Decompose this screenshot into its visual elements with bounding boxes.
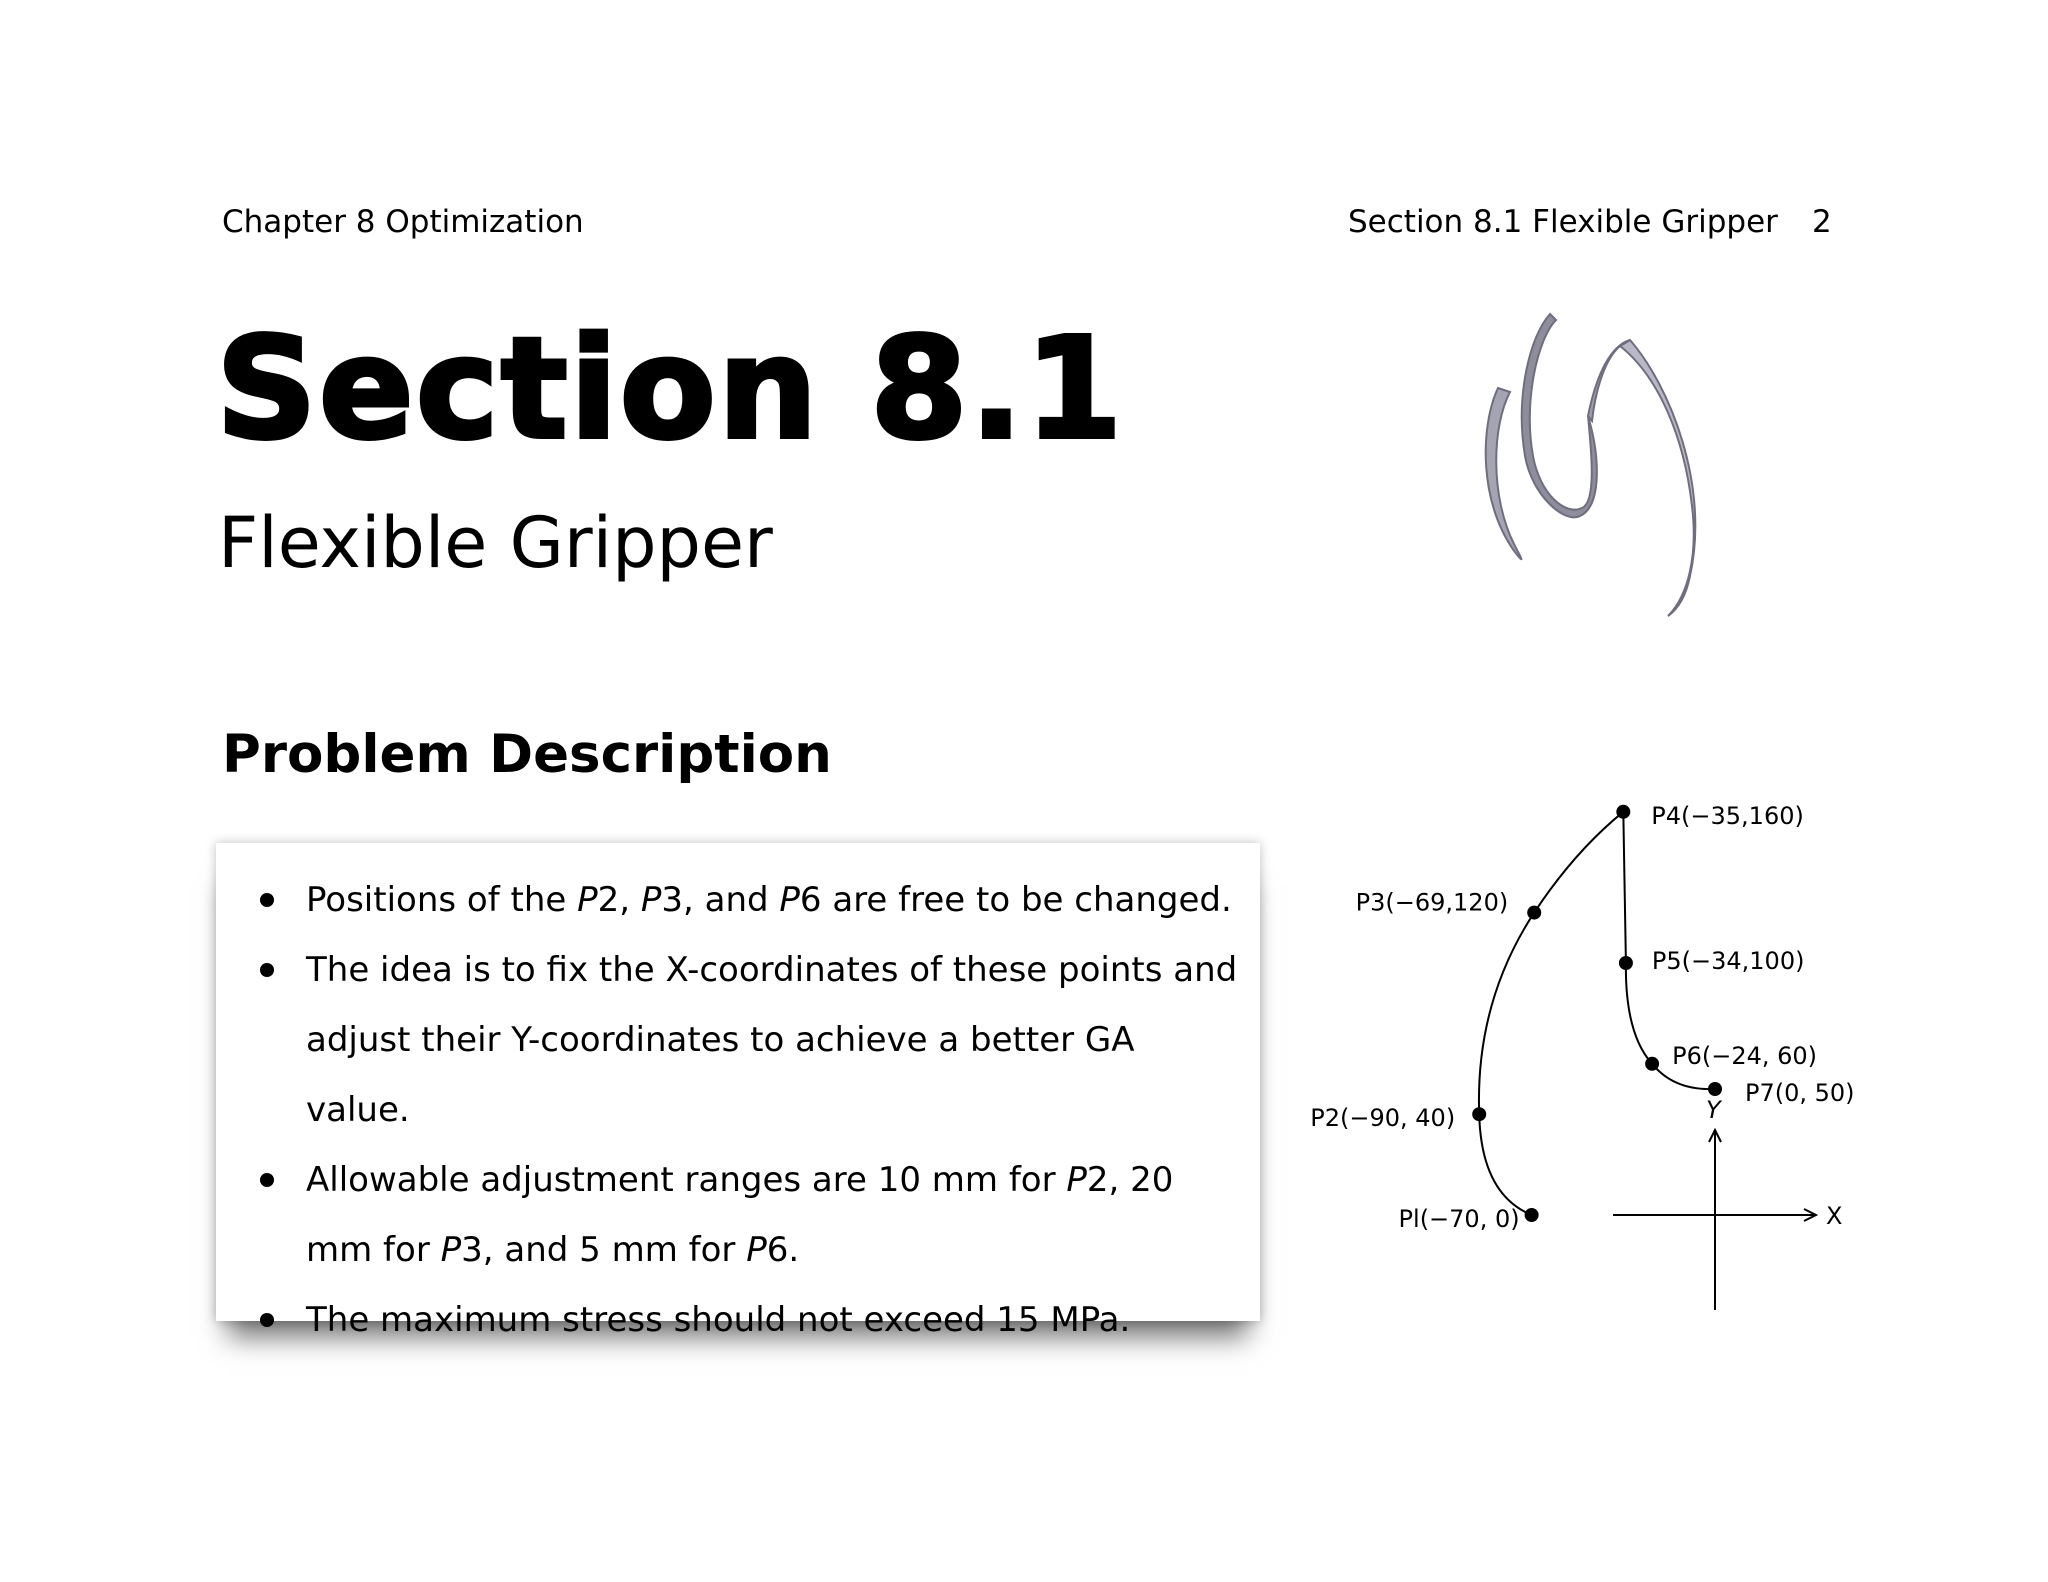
point-label-p1: Pl(−70, 0) xyxy=(1398,1205,1520,1233)
point-marker-p6 xyxy=(1645,1057,1659,1071)
bullet-text: 2, 20 mm for xyxy=(306,1160,1174,1270)
section-subtitle: Flexible Gripper xyxy=(218,502,773,584)
point-marker-p3 xyxy=(1527,906,1541,920)
bullet-text: 2, xyxy=(597,880,641,920)
point-marker-p2 xyxy=(1472,1107,1486,1121)
point-marker-p7 xyxy=(1708,1082,1722,1096)
point-marker-p1 xyxy=(1525,1208,1539,1222)
problem-heading: Problem Description xyxy=(222,724,832,785)
gripper-strip-back xyxy=(1522,314,1597,517)
point-label-p7: P7(0, 50) xyxy=(1745,1079,1855,1107)
point-label-p2: P2(−90, 40) xyxy=(1310,1104,1456,1133)
point-label-p6: P6(−24, 60) xyxy=(1672,1041,1818,1070)
gripper-strip-right xyxy=(1620,340,1695,616)
y-axis-label: Y xyxy=(1706,1096,1721,1124)
bullet-text: Positions of the xyxy=(306,880,578,920)
point-marker-p4 xyxy=(1616,805,1630,819)
bullet-text: 3, and xyxy=(661,880,780,920)
point-variable: P xyxy=(746,1230,767,1270)
bullet-item xyxy=(258,865,1238,935)
point-label-p5: P5(−34,100) xyxy=(1651,947,1805,975)
gripper-strip-inner xyxy=(1588,340,1630,421)
gripper-curves xyxy=(1479,812,1715,1215)
bullet-item xyxy=(258,1145,1238,1285)
bullet-text: 6 are free to be changed. xyxy=(799,880,1232,920)
outer-finger-curve xyxy=(1479,812,1623,1215)
point-marker-p5 xyxy=(1619,956,1633,970)
point-label-p3: P3(−69,120) xyxy=(1355,888,1509,917)
section-title: Section 8.1 xyxy=(216,308,1125,471)
page-number: 2 xyxy=(1812,204,1832,240)
point-variable: P xyxy=(640,880,662,920)
axes xyxy=(1613,1130,1816,1310)
gripper-points xyxy=(1310,802,1854,1233)
bullet-item xyxy=(258,1285,1238,1355)
point-variable: P xyxy=(779,880,800,920)
bullet-text: The idea is to fix the X-coordinates of these points and adjust their Y-coordinates to achieve a better GA value. xyxy=(306,950,1238,1130)
bullet-text: The maximum stress should not exceed 15 MPa. xyxy=(306,1300,1131,1340)
point-variable: P xyxy=(1066,1160,1087,1200)
x-axis-label: X xyxy=(1826,1202,1843,1230)
point-variable: P xyxy=(577,880,598,920)
gripper-strip-front xyxy=(1486,388,1522,559)
bullet-text: Allowable adjustment ranges are 10 mm for xyxy=(306,1160,1067,1200)
header-chapter: Chapter 8 Optimization xyxy=(222,204,584,240)
gripper-diagram xyxy=(1240,670,1920,1320)
point-variable: P xyxy=(440,1230,462,1270)
bullet-list xyxy=(258,865,1238,1355)
header-section: Section 8.1 Flexible Gripper xyxy=(1348,204,1778,240)
point-label-p4: P4(−35,160) xyxy=(1651,801,1804,830)
bullet-text: 3, and 5 mm for xyxy=(461,1230,747,1270)
bullet-item xyxy=(258,935,1238,1145)
bullet-text: 6. xyxy=(766,1230,800,1270)
gripper-3d-image xyxy=(1470,306,1730,626)
description-panel xyxy=(216,843,1260,1340)
